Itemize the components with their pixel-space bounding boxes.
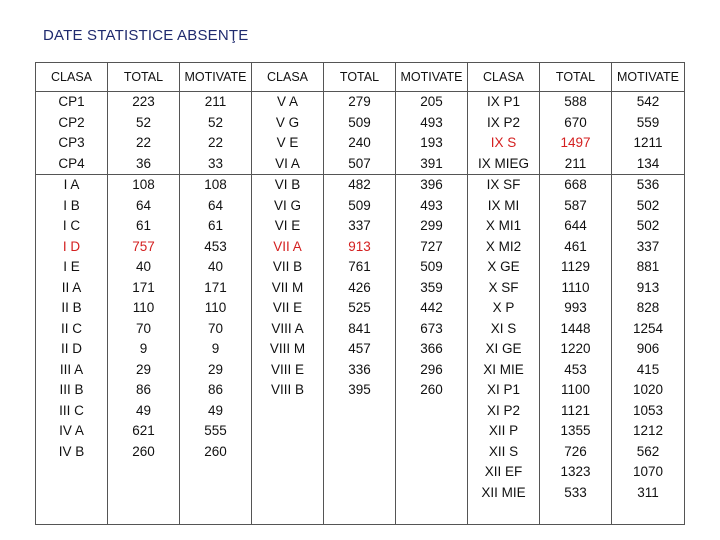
cell-value: 64 bbox=[207, 197, 224, 213]
cell-value: 9 bbox=[139, 341, 148, 356]
cell-value: IX P2 bbox=[486, 114, 521, 130]
cell-value: 828 bbox=[636, 300, 660, 315]
cell-value: 906 bbox=[636, 341, 660, 356]
header-total: TOTAL bbox=[108, 63, 180, 92]
cell-value: IX MIEG bbox=[477, 155, 529, 171]
cell-value: 559 bbox=[636, 114, 660, 130]
header-motivate: MOTIVATE bbox=[180, 63, 252, 92]
cell-value: XII P bbox=[488, 423, 519, 438]
cell-value: 52 bbox=[207, 114, 224, 130]
cell-value: II A bbox=[61, 279, 82, 295]
cell-value: 1211 bbox=[633, 135, 663, 150]
cell-value: 588 bbox=[564, 94, 587, 109]
cell-value: III A bbox=[59, 361, 84, 377]
cell-value: 426 bbox=[348, 279, 371, 295]
cell-value: 260 bbox=[132, 443, 155, 459]
cell-value: 1020 bbox=[632, 382, 664, 397]
cell-value: 110 bbox=[204, 300, 227, 315]
cell-value: I C bbox=[62, 218, 81, 233]
table-cell-motivate bbox=[396, 175, 468, 525]
cell-value: XI P1 bbox=[486, 382, 521, 397]
cell-value: 171 bbox=[132, 279, 155, 295]
cell-value: 525 bbox=[348, 300, 371, 315]
cell-value: 533 bbox=[564, 484, 587, 500]
cell-value: 260 bbox=[204, 443, 227, 459]
page-title: DATE STATISTICE ABSENŢE bbox=[43, 27, 249, 44]
cell-value: 587 bbox=[564, 197, 587, 213]
cell-value: VIII A bbox=[271, 320, 304, 336]
cell-value: 260 bbox=[420, 382, 443, 397]
cell-value: 29 bbox=[135, 361, 152, 377]
cell-value: 555 bbox=[204, 423, 227, 438]
cell-value: 536 bbox=[636, 177, 660, 192]
cell-value: CP1 bbox=[58, 94, 85, 109]
cell-value: III C bbox=[59, 402, 84, 418]
cell-value: 726 bbox=[564, 443, 587, 459]
table-cell-clasa bbox=[468, 175, 540, 525]
header-total: TOTAL bbox=[540, 63, 612, 92]
cell-value: 913 bbox=[348, 238, 371, 254]
cell-value: 509 bbox=[348, 197, 371, 213]
cell-value: VI A bbox=[275, 155, 300, 171]
cell-value: 33 bbox=[207, 155, 224, 171]
cell-value: 64 bbox=[135, 197, 152, 213]
cell-value: 1448 bbox=[560, 320, 591, 336]
cell-value: 171 bbox=[204, 279, 227, 295]
cell-value: 359 bbox=[420, 279, 443, 295]
cell-value: 86 bbox=[135, 382, 152, 397]
cell-value: 1355 bbox=[560, 423, 591, 438]
cell-value: X GE bbox=[487, 259, 520, 274]
cell-value: 881 bbox=[636, 259, 660, 274]
cell-value: 22 bbox=[135, 135, 152, 150]
cell-value: 49 bbox=[135, 402, 152, 418]
cell-value: 457 bbox=[348, 341, 371, 356]
cell-value: 337 bbox=[348, 218, 371, 233]
table-cell-motivate bbox=[612, 92, 685, 175]
cell-value: 61 bbox=[135, 218, 152, 233]
cell-value: 1212 bbox=[632, 423, 664, 438]
cell-value: VII E bbox=[272, 300, 303, 315]
cell-value: II B bbox=[61, 300, 82, 315]
cell-value: 670 bbox=[564, 114, 587, 130]
cell-value: X SF bbox=[488, 279, 519, 295]
cell-value: 493 bbox=[420, 197, 443, 213]
cell-value: 502 bbox=[636, 197, 660, 213]
cell-value: 108 bbox=[132, 177, 155, 192]
cell-value: 299 bbox=[420, 218, 443, 233]
cell-value: IV A bbox=[59, 423, 84, 438]
cell-value: 36 bbox=[135, 155, 152, 171]
cell-value: CP2 bbox=[58, 114, 85, 130]
cell-value: XII S bbox=[488, 443, 519, 459]
table-cell-clasa bbox=[36, 92, 108, 175]
header-clasa: CLASA bbox=[36, 63, 108, 92]
table-cell-total bbox=[540, 175, 612, 525]
cell-value: 205 bbox=[420, 94, 443, 109]
cell-value: V E bbox=[276, 135, 299, 150]
cell-value: 507 bbox=[348, 155, 371, 171]
cell-value: V G bbox=[275, 114, 300, 130]
cell-value: 461 bbox=[564, 238, 587, 254]
cell-value: 1497 bbox=[560, 135, 591, 150]
cell-value: I D bbox=[62, 238, 81, 254]
cell-value: VII M bbox=[271, 279, 304, 295]
cell-value: 110 bbox=[132, 300, 155, 315]
absence-stats-table bbox=[35, 62, 685, 525]
cell-value: 22 bbox=[207, 135, 224, 150]
header-motivate: MOTIVATE bbox=[396, 63, 468, 92]
cell-value: XI S bbox=[490, 320, 517, 336]
cell-value: 396 bbox=[420, 177, 443, 192]
cell-value: 621 bbox=[132, 423, 155, 438]
cell-value: XI P2 bbox=[486, 402, 521, 418]
cell-value: 493 bbox=[420, 114, 443, 130]
table-cell-clasa bbox=[252, 92, 324, 175]
cell-value: 40 bbox=[207, 259, 224, 274]
cell-value: X MI2 bbox=[485, 238, 522, 254]
cell-value: 49 bbox=[207, 402, 224, 418]
table-cell-clasa bbox=[468, 92, 540, 175]
cell-value: 668 bbox=[564, 177, 587, 192]
table-cell-clasa bbox=[252, 175, 324, 525]
cell-value: VI B bbox=[274, 177, 301, 192]
cell-value: 673 bbox=[420, 320, 443, 336]
header-clasa: CLASA bbox=[252, 63, 324, 92]
cell-value: 366 bbox=[420, 341, 443, 356]
cell-value: VIII B bbox=[270, 382, 304, 397]
table-cell-total bbox=[540, 92, 612, 175]
cell-value: 1323 bbox=[560, 464, 591, 479]
table-row-group bbox=[36, 92, 685, 175]
cell-value: 1254 bbox=[632, 320, 664, 336]
cell-value: 279 bbox=[348, 94, 371, 109]
table-header-row bbox=[36, 63, 685, 92]
table-cell-total bbox=[108, 92, 180, 175]
cell-value: X P bbox=[492, 300, 515, 315]
cell-value: 1129 bbox=[560, 259, 591, 274]
cell-value: 1110 bbox=[561, 279, 590, 295]
cell-value: X MI1 bbox=[485, 218, 522, 233]
header-clasa: CLASA bbox=[468, 63, 540, 92]
cell-value: 336 bbox=[348, 361, 371, 377]
cell-value: 211 bbox=[564, 155, 587, 171]
cell-value: 453 bbox=[564, 361, 587, 377]
cell-value: 509 bbox=[348, 114, 371, 130]
cell-value: 395 bbox=[348, 382, 371, 397]
cell-value: V A bbox=[276, 94, 298, 109]
cell-value: 562 bbox=[636, 443, 660, 459]
cell-value: 296 bbox=[420, 361, 443, 377]
cell-value: 1220 bbox=[560, 341, 591, 356]
cell-value: CP4 bbox=[58, 155, 85, 171]
table-cell-motivate bbox=[180, 175, 252, 525]
table-cell-motivate bbox=[180, 92, 252, 175]
cell-value: 993 bbox=[564, 300, 587, 315]
cell-value: CP3 bbox=[58, 135, 85, 150]
table-cell-total bbox=[324, 175, 396, 525]
cell-value: 223 bbox=[132, 94, 155, 109]
cell-value: IX S bbox=[490, 135, 517, 150]
cell-value: 1121 bbox=[560, 402, 591, 418]
cell-value: 509 bbox=[420, 259, 443, 274]
cell-value: 70 bbox=[207, 320, 224, 336]
cell-value: 727 bbox=[420, 238, 443, 254]
cell-value: IX MI bbox=[487, 197, 520, 213]
cell-value: 482 bbox=[348, 177, 371, 192]
cell-value: 193 bbox=[420, 135, 443, 150]
cell-value: XI MIE bbox=[483, 361, 524, 377]
cell-value: I E bbox=[63, 259, 80, 274]
cell-value: 70 bbox=[135, 320, 152, 336]
cell-value: IV B bbox=[58, 443, 85, 459]
cell-value: 108 bbox=[204, 177, 227, 192]
cell-value: 442 bbox=[420, 300, 443, 315]
cell-value: II D bbox=[60, 341, 82, 356]
cell-value: 1100 bbox=[560, 382, 591, 397]
cell-value: IX SF bbox=[486, 177, 521, 192]
cell-value: 761 bbox=[348, 259, 371, 274]
cell-value: 211 bbox=[204, 94, 227, 109]
cell-value: VIII E bbox=[270, 361, 304, 377]
cell-value: I B bbox=[63, 197, 80, 213]
table-row-group bbox=[36, 175, 685, 525]
cell-value: 52 bbox=[135, 114, 152, 130]
table-cell-clasa bbox=[36, 175, 108, 525]
cell-value: XII MIE bbox=[481, 484, 526, 500]
cell-value: II C bbox=[60, 320, 82, 336]
cell-value: 757 bbox=[132, 238, 155, 254]
cell-value: 29 bbox=[207, 361, 224, 377]
cell-value: 9 bbox=[211, 341, 220, 356]
cell-value: VII A bbox=[273, 238, 302, 254]
cell-value: 134 bbox=[636, 155, 660, 171]
table-cell-motivate bbox=[612, 175, 685, 525]
cell-value: 644 bbox=[564, 218, 587, 233]
cell-value: IX P1 bbox=[486, 94, 521, 109]
header-motivate: MOTIVATE bbox=[612, 63, 685, 92]
table-cell-total bbox=[324, 92, 396, 175]
cell-value: VI G bbox=[273, 197, 301, 213]
cell-value: 415 bbox=[636, 361, 660, 377]
cell-value: 502 bbox=[636, 218, 660, 233]
cell-value: 453 bbox=[204, 238, 227, 254]
cell-value: III B bbox=[59, 382, 84, 397]
cell-value: 1053 bbox=[632, 402, 664, 418]
cell-value: 391 bbox=[420, 155, 443, 171]
cell-value: 61 bbox=[207, 218, 224, 233]
cell-value: VIII M bbox=[269, 341, 306, 356]
cell-value: 542 bbox=[636, 94, 660, 109]
cell-value: XII EF bbox=[484, 464, 523, 479]
cell-value: 240 bbox=[348, 135, 371, 150]
cell-value: XI GE bbox=[485, 341, 522, 356]
cell-value: 311 bbox=[637, 484, 659, 500]
cell-value: 86 bbox=[207, 382, 224, 397]
cell-value: 1070 bbox=[632, 464, 664, 479]
cell-value: 841 bbox=[348, 320, 371, 336]
table-cell-motivate bbox=[396, 92, 468, 175]
header-total: TOTAL bbox=[324, 63, 396, 92]
cell-value: I A bbox=[63, 177, 80, 192]
cell-value: VI E bbox=[274, 218, 301, 233]
cell-value: 913 bbox=[636, 279, 660, 295]
cell-value: VII B bbox=[272, 259, 303, 274]
table-cell-total bbox=[108, 175, 180, 525]
cell-value: 337 bbox=[636, 238, 660, 254]
cell-value: 40 bbox=[135, 259, 152, 274]
